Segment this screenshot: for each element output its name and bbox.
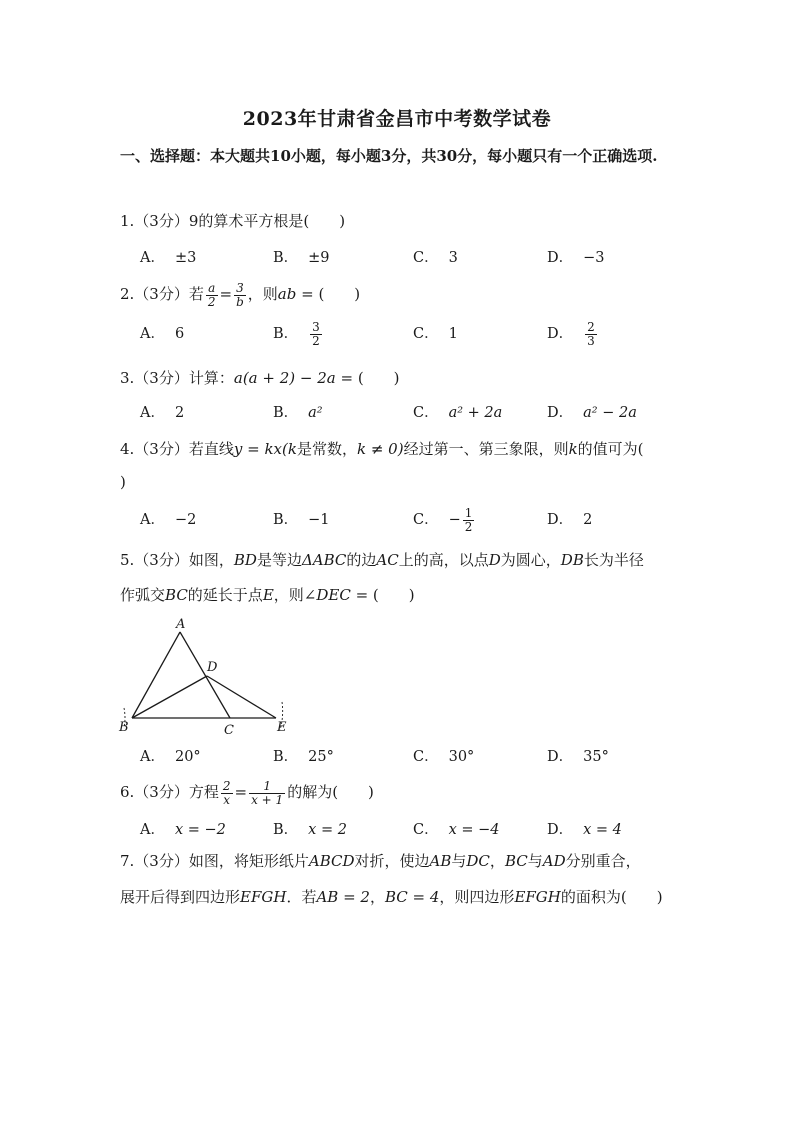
- question-2: 2.（3分）若 $\frac{a}{2}$ = $\frac{3}{b}$ ，则ab = ( ): [120, 280, 361, 309]
- option-a: A． x = −2: [140, 822, 226, 838]
- question-1: 1.（3分）9的算术平方根是( ): [120, 212, 346, 230]
- label-e: E: [277, 720, 287, 735]
- label-b: B: [119, 720, 129, 735]
- question-6-options: [140, 815, 680, 845]
- option-b: B． −1: [273, 512, 330, 528]
- option-d: D． 2: [547, 512, 593, 528]
- option-b: B． ±9: [273, 250, 330, 266]
- option-c: C． 3: [413, 250, 458, 266]
- option-b: B． 25°: [273, 749, 334, 765]
- option-a: A． 20°: [140, 749, 201, 765]
- question-5-line-2: 作弧交BC的延长于点E，则∠DEC = ( ): [120, 586, 415, 604]
- option-a: A． ±3: [140, 250, 197, 266]
- label-c: C: [224, 723, 234, 738]
- question-3-options: [140, 398, 680, 428]
- option-b: B． x = 2: [273, 822, 347, 838]
- option-c: C． 30°: [413, 749, 475, 765]
- option-c: C． 1: [413, 326, 458, 342]
- question-4-continuation: ): [120, 473, 126, 491]
- question-4: 4.（3分）若直线y = kx(k是常数，k ≠ 0)经过第一、第三象限，则k的值可为(: [120, 440, 644, 458]
- question-3: 3.（3分）计算：a(a + 2) − 2a = ( ): [120, 369, 400, 387]
- option-d: D． −3: [547, 250, 605, 266]
- question-1-options: [140, 243, 680, 273]
- option-a: A． −2: [140, 512, 197, 528]
- option-b: B． a²: [273, 405, 323, 421]
- option-d: D． $\frac{2}{3}$: [547, 319, 595, 348]
- question-7: 7.（3分）如图，将矩形纸片ABCD对折，使边AB与DC，BC与AD分别重合，: [120, 852, 641, 870]
- fraction-3-over-b: $\frac{3}{b}$: [236, 280, 244, 309]
- question-2-options: [140, 319, 680, 349]
- triangle-figure: [110, 618, 300, 743]
- option-c: C． − $\frac{1}{2}$: [413, 505, 473, 534]
- option-d: D． x = 4: [547, 822, 622, 838]
- segment-ac: [180, 632, 230, 718]
- fraction-2-over-x: $\frac{2}{x}$: [222, 778, 231, 807]
- option-a: A． 2: [140, 405, 185, 421]
- option-d: D． a² − 2a: [547, 405, 637, 421]
- option-c: C． a² + 2a: [413, 405, 503, 421]
- question-4-options: [140, 505, 680, 535]
- question-5-options: [140, 742, 680, 772]
- option-d: D． 35°: [547, 749, 609, 765]
- option-a: A． 6: [140, 326, 185, 342]
- fraction-a-over-2: $\frac{a}{2}$: [207, 280, 216, 309]
- question-6: 6.（3分）方程 $\frac{2}{x}$ = $\frac{1}{x + 1}$ 的解为( ): [120, 778, 374, 807]
- option-b: B． $\frac{3}{2}$: [273, 319, 320, 348]
- exam-title: 2023年甘肃省金昌市中考数学试卷: [242, 108, 552, 130]
- question-7-line-2: 展开后得到四边形EFGH．若AB = 2，BC = 4，则四边形EFGH的面积为( ): [120, 888, 663, 906]
- label-a: A: [176, 618, 186, 632]
- question-5: 5.（3分）如图，BD是等边ΔABC的边AC上的高，以点D为圆心，DB长为半径: [120, 551, 644, 569]
- label-d: D: [207, 660, 218, 675]
- fraction-1-over-x-plus-1: $\frac{1}{x + 1}$: [251, 778, 284, 807]
- section-heading: 一、选择题：本大题共10小题，每小题3分，共30分，每小题只有一个正确选项.: [120, 147, 658, 165]
- option-c: C． x = −4: [413, 822, 500, 838]
